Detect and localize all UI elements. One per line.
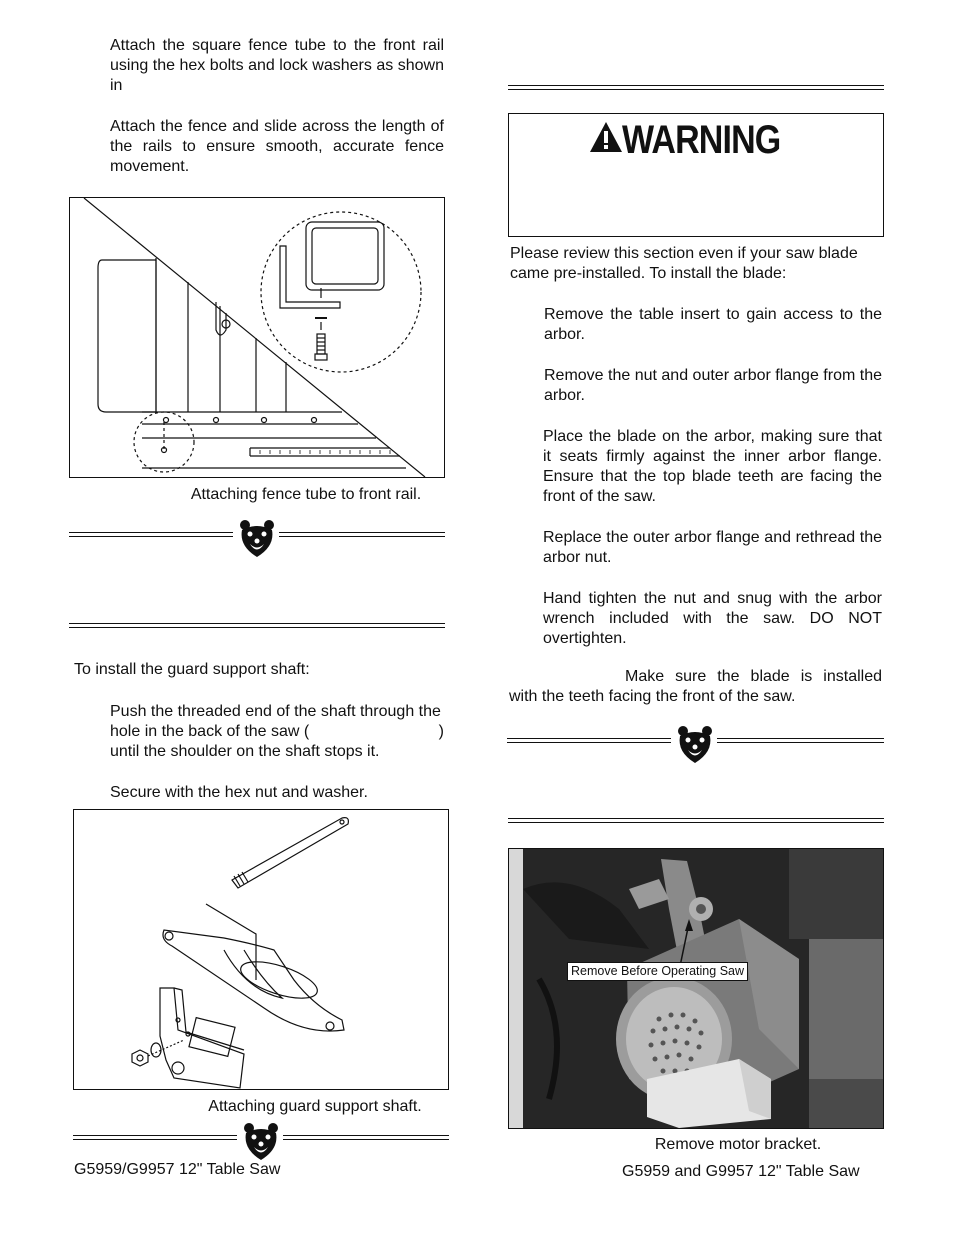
- section-header-rule: [508, 85, 884, 90]
- warning-triangle-icon: [588, 120, 624, 154]
- motor-bracket-photo: [508, 848, 884, 1129]
- bear-logo-icon: [241, 1121, 281, 1161]
- guard-intro: To install the guard support shaft:: [74, 661, 310, 678]
- left-footer: G5959/G9957 12" Table Saw: [74, 1161, 281, 1178]
- fence-tube-diagram: [70, 198, 444, 477]
- figure-fence-tube: [69, 197, 445, 478]
- section-header-rule: [508, 818, 884, 823]
- figure3-caption: Remove motor bracket.: [654, 1136, 822, 1153]
- figure1-caption: Attaching fence tube to front rail.: [190, 486, 422, 503]
- right-footer: G5959 and G9957 12" Table Saw: [622, 1163, 860, 1180]
- blade-note: Make sure the blade is installed with the teeth facing the front of the saw.: [509, 668, 882, 705]
- warning-title: WARNING: [622, 118, 781, 162]
- section-divider: [73, 1121, 449, 1161]
- step-fence-tube: Attach the square fence tube to the front rail using the hex bolts and lock washers as shown in: [110, 37, 444, 94]
- figure-guard-shaft: [73, 809, 449, 1090]
- push-shaft-line-c: until the shoulder on the shaft stops it.: [110, 743, 380, 760]
- blade-step-2: Remove the nut and outer arbor flange from the arbor.: [544, 367, 882, 404]
- photo-callout-label: Remove Before Operating Saw: [567, 962, 748, 981]
- section-divider: [507, 724, 884, 764]
- bear-logo-icon: [675, 724, 715, 764]
- step-secure: Secure with the hex nut and washer.: [110, 784, 368, 801]
- blade-step-4: Replace the outer arbor flange and rethread the arbor nut.: [543, 529, 882, 566]
- push-shaft-line-a: Push the threaded end of the shaft through the hole in the back of the saw (: [110, 703, 441, 740]
- figure2-caption: Attaching guard support shaft.: [208, 1098, 422, 1115]
- blade-step-5: Hand tighten the nut and snug with the arbor wrench included with the saw. DO NOT overtighten.: [543, 590, 882, 647]
- section-divider: [69, 518, 445, 558]
- blade-intro: Please review this section even if your saw blade came pre-installed. To install the blade:: [510, 245, 858, 282]
- section-header-rule: [69, 623, 445, 628]
- step-fence-slide: Attach the fence and slide across the length of the rails to ensure smooth, accurate fence movement.: [110, 118, 444, 175]
- motor-photo-art: [509, 849, 883, 1128]
- push-shaft-paren: ): [438, 723, 444, 740]
- blade-step-3: Place the blade on the arbor, making sure that it seats firmly against the inner arbor flange. Ensure that the top blade teeth are facing the front of the saw.: [543, 428, 882, 505]
- push-shaft-block: [110, 702, 444, 762]
- bear-logo-icon: [237, 518, 277, 558]
- guard-shaft-diagram: [74, 810, 448, 1089]
- blade-step-1: Remove the table insert to gain access to the arbor.: [544, 306, 882, 343]
